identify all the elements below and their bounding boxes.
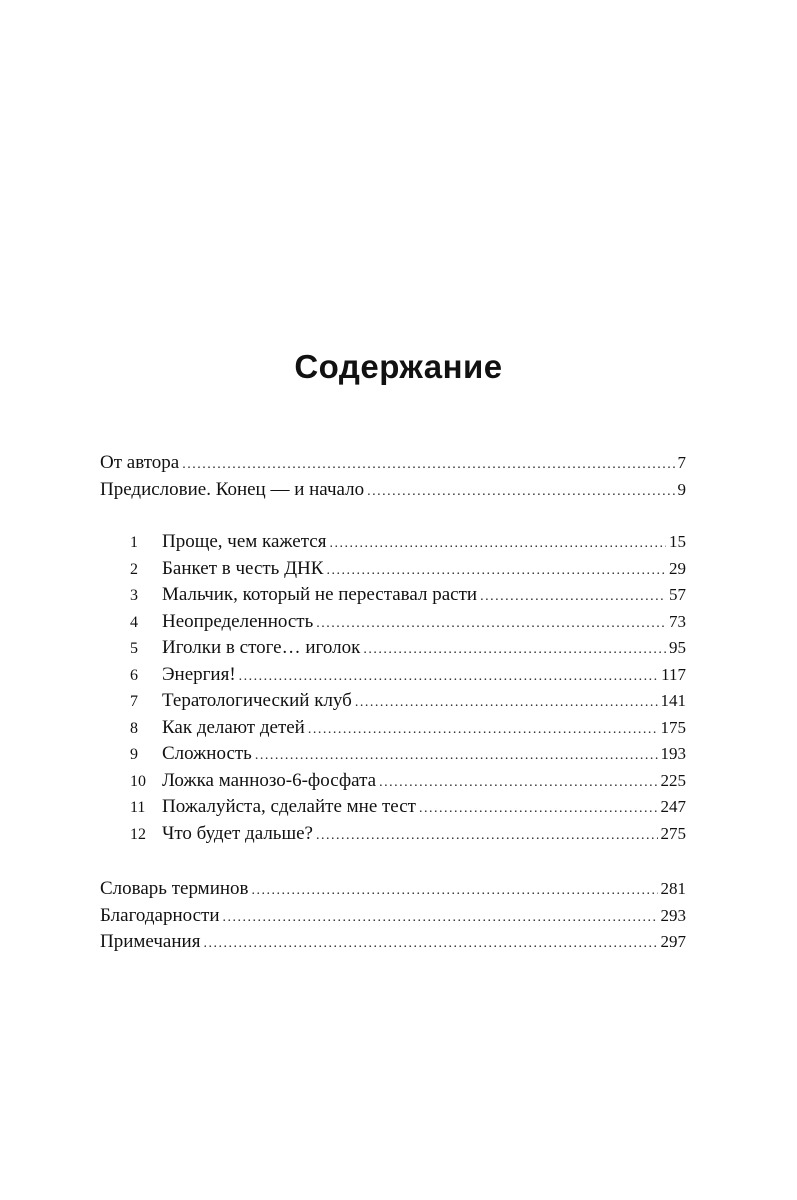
toc-entry-label: Примечания <box>100 931 201 952</box>
dot-leader <box>316 611 666 638</box>
toc-entry-page: 95 <box>669 638 686 657</box>
toc-entry-chapter[interactable] <box>100 741 686 768</box>
chapter-number: 11 <box>130 799 146 816</box>
toc-entry-chapter[interactable] <box>100 529 686 556</box>
toc-entry-front[interactable] <box>100 477 686 504</box>
dot-leader <box>326 558 666 585</box>
dot-leader <box>379 770 657 797</box>
chapter-number: 1 <box>130 534 138 551</box>
toc-entry-page: 297 <box>660 932 686 951</box>
toc-entry-label: Тератологический клуб <box>162 690 352 711</box>
dot-leader <box>367 479 674 506</box>
toc-entry-chapter[interactable] <box>100 715 686 742</box>
chapter-number: 4 <box>130 613 138 631</box>
chapter-number: 12 <box>130 825 146 843</box>
chapter-number: 7 <box>130 693 138 710</box>
dot-leader <box>308 717 658 744</box>
toc-entry-page: 117 <box>661 664 686 684</box>
toc-entry-label: Мальчик, который не переставал расти <box>162 584 478 605</box>
dot-leader <box>329 531 666 558</box>
toc-entry-back[interactable] <box>100 929 686 956</box>
dot-leader <box>355 690 658 717</box>
toc-entry-back[interactable] <box>100 876 686 903</box>
toc-entry-page: 141 <box>660 691 686 710</box>
chapter-number: 3 <box>130 587 138 604</box>
toc-entry-label: Иголки в стоге… иголок <box>162 637 361 658</box>
toc-entry-page: 225 <box>660 770 686 790</box>
toc-entry-label: Пожалуйста, сделайте мне тест <box>162 796 416 817</box>
toc-entry-chapter[interactable] <box>100 609 686 636</box>
dot-leader <box>203 931 657 958</box>
toc-entry-label: Словарь терминов <box>100 878 249 899</box>
toc-entry-chapter[interactable] <box>100 635 686 662</box>
chapter-number: 9 <box>130 746 138 763</box>
chapter-number: 5 <box>130 640 138 657</box>
chapter-number: 2 <box>130 560 138 578</box>
toc-entry-label: Что будет дальше? <box>162 822 313 844</box>
dot-leader <box>255 743 658 770</box>
chapter-number: 8 <box>130 719 138 737</box>
chapter-number: 6 <box>130 666 138 684</box>
toc-entry-chapter[interactable] <box>100 821 686 848</box>
toc-entry-front[interactable] <box>100 450 686 477</box>
dot-leader <box>252 878 658 905</box>
dot-leader <box>182 452 674 479</box>
toc-entry-page: 293 <box>660 905 686 925</box>
toc-entry-chapter[interactable] <box>100 582 686 609</box>
toc-entry-page: 9 <box>677 479 686 499</box>
dot-leader <box>480 584 666 611</box>
toc-entry-page: 7 <box>677 453 686 472</box>
toc-entry-chapter[interactable] <box>100 688 686 715</box>
toc-entry-label: От автора <box>100 452 180 473</box>
dot-leader <box>363 637 666 664</box>
page-title: Содержание <box>294 348 503 386</box>
toc-entry-label: Ложка маннозо-6-фосфата <box>162 769 377 791</box>
toc-entry-page: 29 <box>669 558 686 578</box>
chapter-number: 10 <box>130 772 146 790</box>
toc-entry-label: Как делают детей <box>162 716 305 738</box>
toc-entry-page: 175 <box>660 717 686 737</box>
toc-entry-chapter[interactable] <box>100 662 686 689</box>
toc-entry-chapter[interactable] <box>100 556 686 583</box>
toc-entry-back[interactable] <box>100 903 686 930</box>
toc-entry-label: Благодарности <box>100 904 220 926</box>
toc-entry-label: Проще, чем кажется <box>162 531 327 552</box>
toc-entry-label: Неопределенность <box>162 610 314 632</box>
back-matter-list <box>100 876 686 956</box>
dot-leader <box>419 796 658 823</box>
toc-entry-page: 275 <box>660 823 686 843</box>
chapters-list <box>100 529 686 847</box>
toc-entry-page: 15 <box>669 532 686 551</box>
toc-entry-chapter[interactable] <box>100 768 686 795</box>
toc-entry-label: Банкет в честь ДНК <box>162 557 324 579</box>
toc-entry-page: 73 <box>669 611 686 631</box>
toc-entry-label: Сложность <box>162 743 252 764</box>
toc-entry-page: 193 <box>660 744 686 763</box>
toc-entry-page: 281 <box>660 879 686 898</box>
dot-leader <box>239 664 658 691</box>
toc-entry-chapter[interactable] <box>100 794 686 821</box>
dot-leader <box>316 823 658 850</box>
toc-entry-label: Предисловие. Конец — и начало <box>100 478 365 500</box>
toc-entry-page: 247 <box>660 797 686 816</box>
front-matter-list <box>100 450 686 503</box>
dot-leader <box>223 905 658 932</box>
toc-entry-page: 57 <box>669 585 686 604</box>
toc-entry-label: Энергия! <box>162 663 236 685</box>
